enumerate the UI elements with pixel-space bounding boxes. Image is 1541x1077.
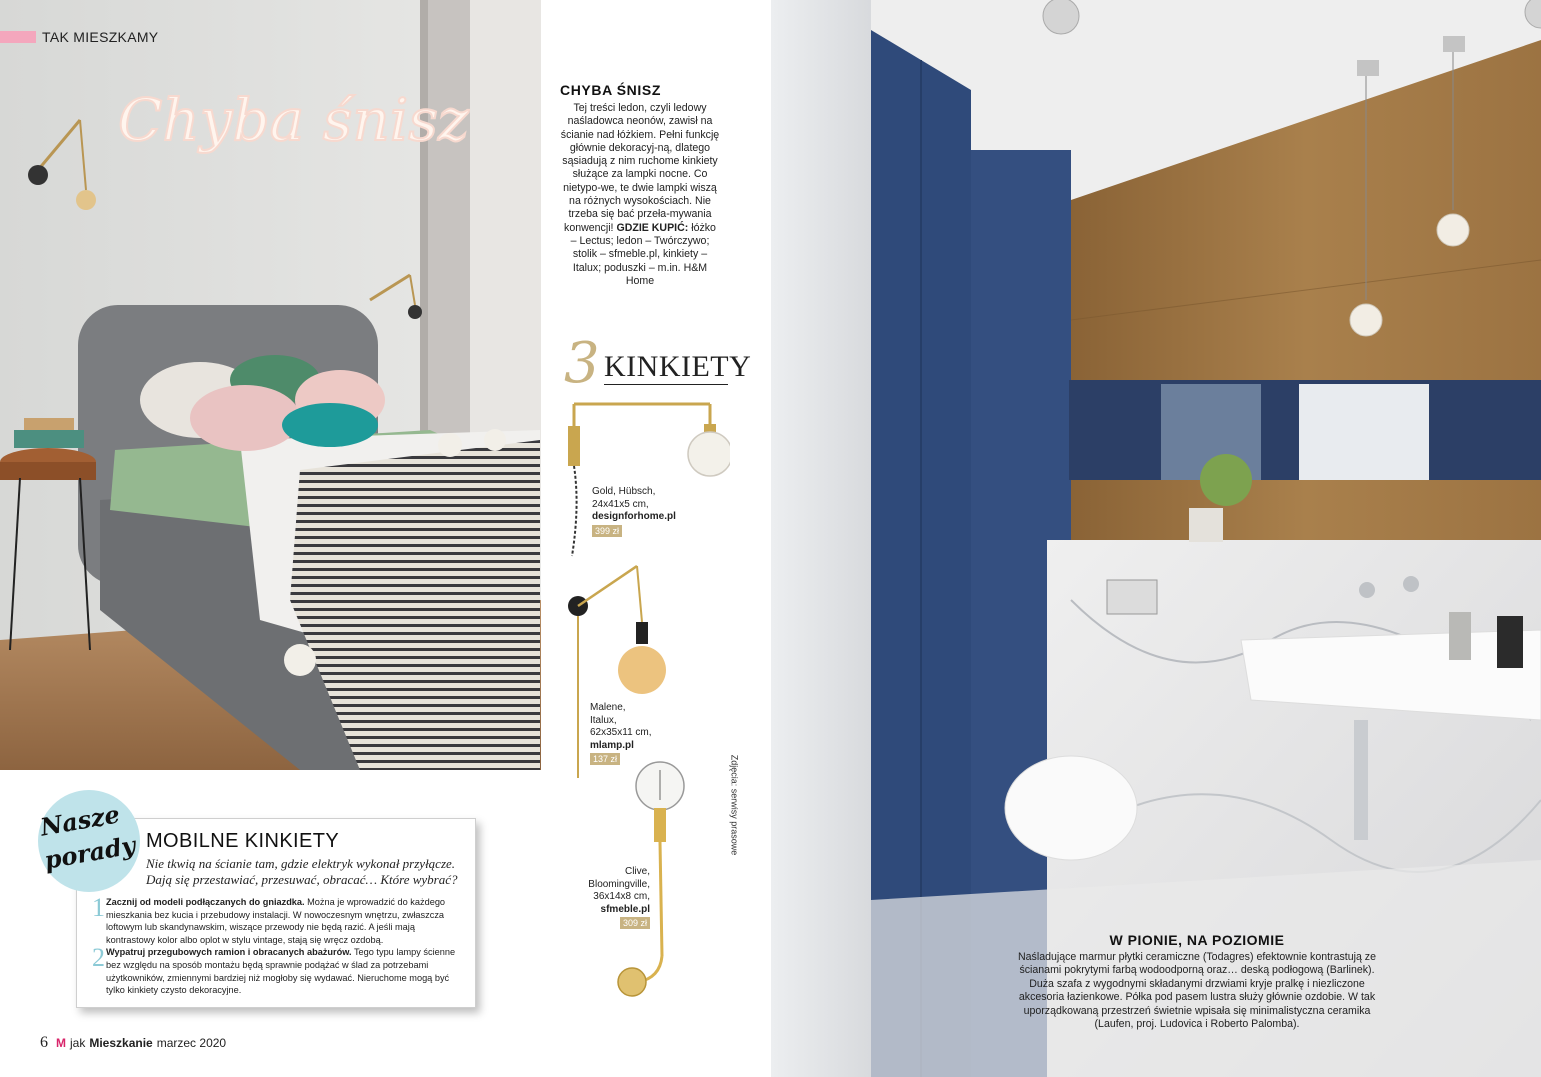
bathroom-caption-body: Naśladujące marmur płytki ceramiczne (Todagres) efektownie kontrastują ze ścianami pokrytymi farbą wodoodporną oraz… deską podłogową (Barlinek). Duża szafa z wygodnymi składanymi drzwiami kryje pralkę i niezliczone akcesoria łazienkowe. Półka pod pasem lustra służy głównie ozdobie. W tak uporządkowaną przestrzeń świetnie wpisała się minimalistyczna ceramika (Laufen, proj. Ludovica i Roberto Palomba).: [1018, 951, 1376, 1031]
tip-item: [92, 943, 462, 996]
section-label: TAK MIESZKAMY: [42, 29, 159, 45]
tip-item: [92, 893, 462, 946]
section-color-bar: [0, 31, 36, 43]
tip-heading: Zacznij od modeli podłączanych do gniazdka.: [106, 897, 305, 907]
product-1-name: Gold, Hübsch,: [592, 486, 656, 497]
section-tab: [0, 28, 158, 46]
intro-body-text: Tej treści ledon, czyli ledowy naśladowca neonów, zawisł na ścianie nad łóżkiem. Pełni funkcję głównie dekoracyj-ną, dlatego sąsiadują z nim ruchome kinkiety służące za lampki nocne. Co nietypo-we, te dwie lampki wiszą na różnych wysokościach. Nie trzeba się bać przeła-mywania konwencji!: [560, 102, 720, 234]
where-to-buy-label: GDZIE KUPIĆ:: [616, 221, 689, 234]
product-3-shop: sfmeble.pl: [600, 903, 650, 915]
tip-text: Można je wprowadzić do każdego mieszkania bez kucia i przebudowy instalacji. W nowoczesnym wnętrzu, zwłaszcza loftowym lub skandynawskim, wiszące przewody nie będą razić. A jeśli mają kontrastowy kolor albo oplot w stylu vintage, stają się wręcz ozdobą.: [106, 897, 446, 945]
tips-badge-word-2: porady: [42, 830, 138, 875]
photo-credit: [724, 754, 744, 860]
tip-text: Tego typu lampy ścienne bez względu na sposób montażu będą sprawnie podążać w ślad za potrzebami użytkowników, zmiennymi bardziej niż mogłoby się wydawać. Nieruchome mogą być tylko kinkiety czysto dekoracyjne.: [106, 947, 456, 996]
intro-block: [560, 82, 720, 288]
bedroom-photo: [0, 0, 541, 770]
product-1-shop: designforhome.pl: [592, 511, 676, 522]
bathroom-caption-title: W PIONIE, NA POZIOMIE: [1109, 932, 1285, 948]
intro-title: CHYBA ŚNISZ: [560, 82, 661, 98]
product-gold-sconce-image: [560, 396, 730, 566]
kinkiety-underline: [604, 384, 728, 385]
product-2-size: 62x35x11 cm,: [590, 727, 652, 738]
product-3-name: Clive,: [624, 866, 650, 877]
intro-body: [560, 102, 720, 288]
tips-title: MOBILNE KINKIETY: [146, 830, 340, 852]
where-to-buy-text: łóżko – Lectus; ledon – Twórczywo; stolik – sfmeble.pl, kinkiety – Italux; poduszki – m.in. H&M Home: [570, 221, 716, 287]
page-number: 6: [40, 1034, 48, 1051]
tip-number: 1: [92, 893, 105, 922]
product-1-price: 399 zł: [592, 525, 622, 537]
tips-list: [92, 893, 462, 997]
issue-date: marzec 2020: [156, 1036, 227, 1050]
tips-badge-word-1: Nasze: [38, 799, 122, 842]
magazine-logo-name: Mieszkanie: [89, 1036, 153, 1050]
neon-sign: Chyba śnisz: [118, 86, 469, 154]
kinkiety-header: [560, 331, 752, 396]
bathroom-photo: [771, 0, 1541, 1077]
product-3-brand: Bloomingville,: [588, 878, 650, 890]
product-1-size: 24x41x5 cm,: [592, 498, 649, 510]
tip-heading: Wypatruj przegubowych ramion i obracanych abażurów.: [106, 947, 352, 958]
product-2-price: 137 zł: [590, 753, 620, 765]
kinkiety-heading: KINKIETY: [604, 350, 752, 383]
product-3-caption: [566, 866, 650, 931]
tip-number: 2: [92, 943, 105, 973]
photo-credit-text: Zdjęcia: serwisy prasowe: [729, 754, 740, 856]
product-2-name: Malene,: [590, 702, 626, 713]
magazine-logo-jak: jak: [70, 1036, 86, 1050]
magazine-logo-m: M: [56, 1036, 66, 1050]
page-folio: [40, 1034, 226, 1052]
product-3-size: 36x14x8 cm,: [593, 891, 650, 902]
product-3-price: 309 zł: [620, 917, 650, 929]
kinkiety-number: 3: [564, 331, 600, 396]
product-2-brand: Italux,: [590, 714, 617, 726]
product-2-shop: mlamp.pl: [590, 739, 634, 751]
tips-lead: Nie tkwią na ścianie tam, gdzie elektryk wykonał przyłącze. Dają się przestawiać, przesuwać, obracać… Które wybrać?: [146, 856, 458, 887]
product-1-caption: [592, 486, 676, 538]
